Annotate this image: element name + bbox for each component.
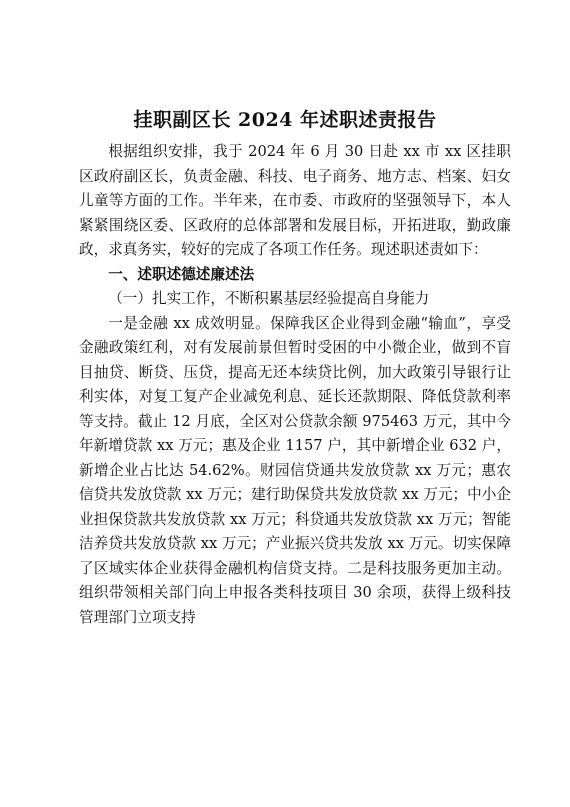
document-body [79, 140, 511, 630]
document-title: 挂职副区长 2024 年述职述责报告 [133, 109, 437, 131]
subsection-heading: （一）扎实工作，不断积累基层经验提高自身能力 [108, 290, 430, 307]
intro-paragraph: 根据组织安排，我于 2024 年 6 月 30 日赴 xx 市 xx 区挂职区政府副区长，负责金融、科技、电子商务、地方志、档案、妇女儿童等方面的工作。半年来，在市委、市政府的坚强领导下，本人紧紧围绕区委、区政府的总体部署和发展目标，开拓进取，勤政廉政，求真务实，较好的完成了各项工作任务。现述职述责如下： [79, 143, 511, 258]
body-paragraph: 一是金融 xx 成效明显。保障我区企业得到金融“输血”，享受金融政策红利，对有发展前景但暂时受困的中小微企业，做到不盲目抽贷、断贷、压贷，提高无还本续贷比例，加大政策引导银行让利实体，对复工复产企业减免利息、延长还款期限、降低贷款利率等支持。截止 12 月底，全区对公贷款余额 975463 万元，其中今年新增贷款 xx 万元；惠及企业 1157 户，其中新增企业 632 户，新增企业占比达 54.62%。财园信贷通共发放贷款 xx 万元；惠农信贷共发放贷款 xx 万元；建行助保贷共发放贷款 xx 万元；中小企业担保贷款共发放贷款 xx 万元；科贷通共发放贷款 xx 万元；智能洁养贷共发放贷款 xx 万元；产业振兴贷共发放 xx 万元。切实保障了区域实体企业获得金融机构信贷支持。二是科技服务更加主动。组织带领相关部门向上申报各类科技项目 30 余项，获得上级科技管理部门立项支持 [79, 314, 511, 626]
section-heading: 一、述职述德述廉述法 [108, 265, 255, 283]
